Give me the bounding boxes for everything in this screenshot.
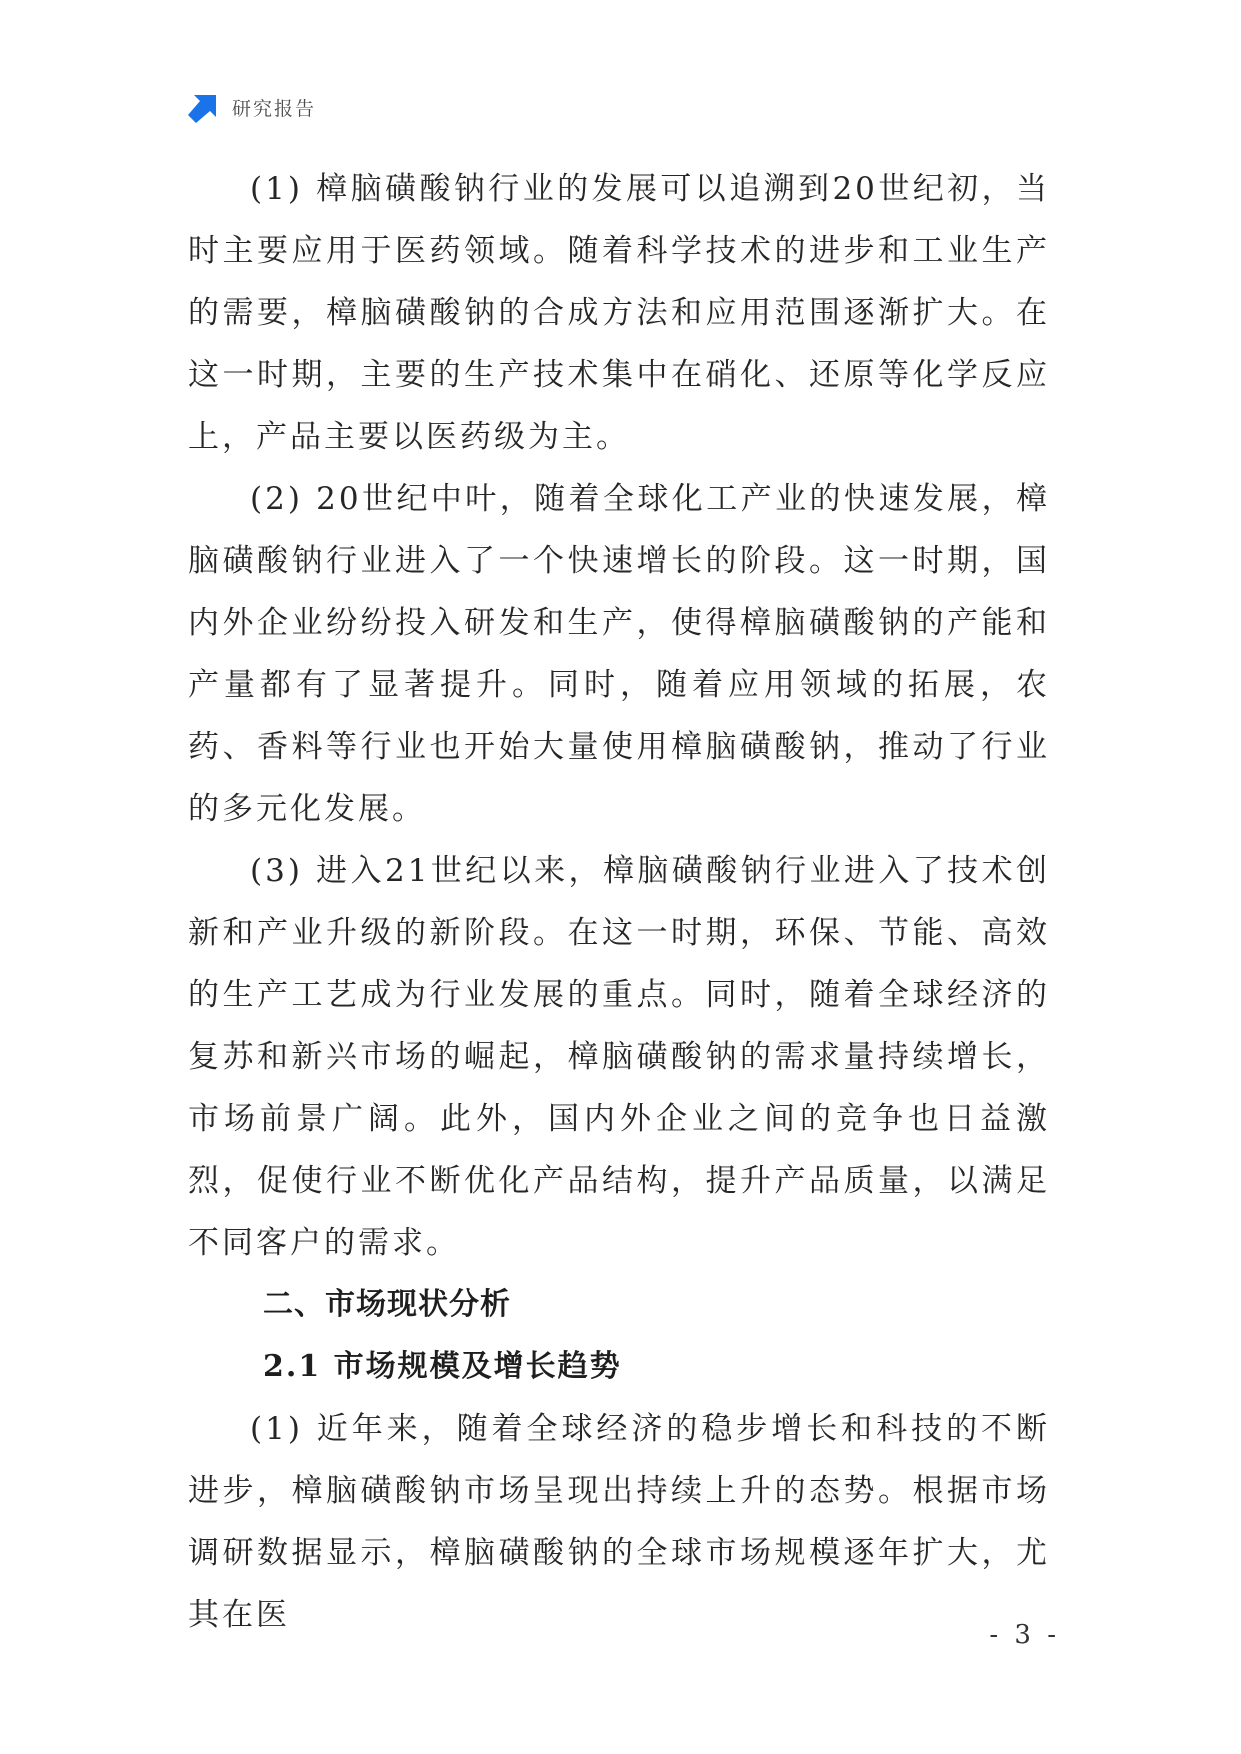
header-title: 研究报告	[232, 97, 317, 120]
paragraph-history-1: (1) 樟脑磺酸钠行业的发展可以追溯到20世纪初，当时主要应用于医药领域。随着科学技术的进步和工业生产的需要，樟脑磺酸钠的合成方法和应用范围逐渐扩大。在这一时期，主要的生产技术集中在硝化、还原等化学反应上，产品主要以医药级为主。	[188, 171, 1050, 455]
subsection-heading: 2.1 市场规模及增长趋势	[263, 1349, 622, 1384]
paragraph-market-1: (1) 近年来，随着全球经济的稳步增长和科技的不断进步，樟脑磺酸钠市场呈现出持续上升的态势。根据市场调研数据显示，樟脑磺酸钠的全球市场规模逐年扩大，尤其在医	[188, 1411, 1050, 1633]
page-number: - 3 -	[989, 1620, 1060, 1650]
section-heading: 二、市场现状分析	[263, 1287, 511, 1322]
paragraph-history-3: (3) 进入21世纪以来，樟脑磺酸钠行业进入了技术创新和产业升级的新阶段。在这一时期，环保、节能、高效的生产工艺成为行业发展的重点。同时，随着全球经济的复苏和新兴市场的崛起，樟脑磺酸钠的需求量持续增长，市场前景广阔。此外，国内外企业之间的竞争也日益激烈，促使行业不断优化产品结构，提升产品质量，以满足不同客户的需求。	[188, 853, 1050, 1261]
arrow-up-right-logo-icon	[188, 91, 220, 123]
page-header	[188, 90, 316, 124]
document-body	[188, 158, 1050, 1646]
paragraph-history-2: (2) 20世纪中叶，随着全球化工产业的快速发展，樟脑磺酸钠行业进入了一个快速增长的阶段。这一时期，国内外企业纷纷投入研发和生产，使得樟脑磺酸钠的产能和产量都有了显著提升。同时，随着应用领域的拓展，农药、香料等行业也开始大量使用樟脑磺酸钠，推动了行业的多元化发展。	[188, 481, 1050, 827]
